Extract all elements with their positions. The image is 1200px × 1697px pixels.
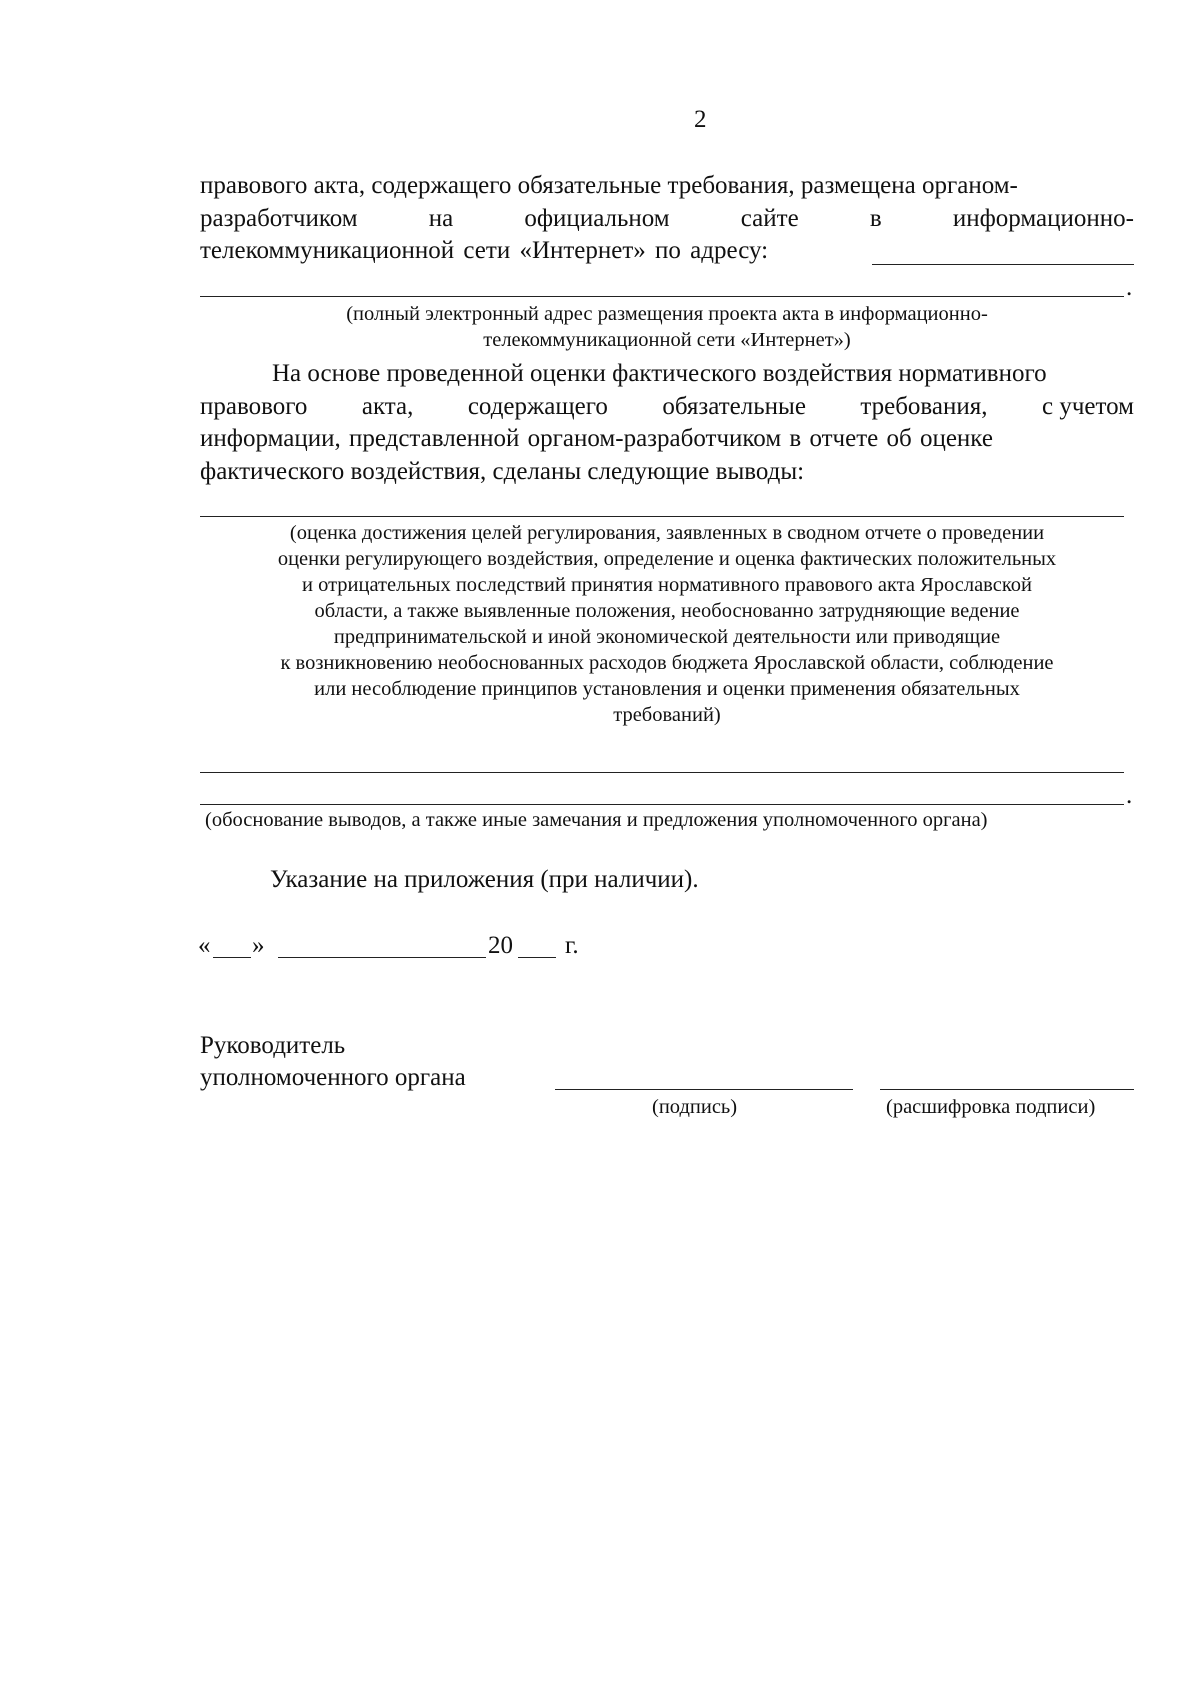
justification-blank-line-2 — [200, 804, 1124, 805]
evaluation-hint-line: (оценка достижения целей регулирования, заявленных в сводном отчете о проведении — [289, 522, 1045, 544]
evaluation-hint-line: оценки регулирующего воздействия, определение и оценка фактических положительных — [277, 548, 1057, 570]
justification-hint: (обоснование выводов, а также иные замечания и предложения уполномоченного органа) — [205, 809, 988, 831]
evaluation-hint-line: к возникновению необоснованных расходов бюджета Ярославской области, соблюдение — [280, 652, 1054, 674]
date-year-blank — [518, 957, 556, 958]
intro-line-1: правового акта, содержащего обязательные требования, размещена органом- — [200, 172, 1018, 199]
address-hint-line-1: (полный электронный адрес размещения проекта акта в информационно- — [346, 303, 988, 325]
evaluation-hint-line: и отрицательных последствий принятия нормативного правового акта Ярославской — [302, 574, 1032, 596]
address-blank-line-2 — [200, 296, 1124, 297]
intro-word: официальном — [524, 205, 670, 232]
intro-word: информационно- — [952, 205, 1134, 232]
conclusions-word: обязательные — [662, 393, 806, 420]
evaluation-hint-line: или несоблюдение принципов установления и оценки применения обязательных — [314, 678, 1020, 700]
conclusions-line-2 — [200, 391, 1134, 423]
conclusions-word: содержащего — [467, 393, 608, 420]
conclusions-line-3: информации, представленной органом-разработчиком в отчете об оценке — [200, 425, 993, 452]
date-open-quote: « — [198, 932, 211, 959]
date-month-blank — [278, 957, 486, 958]
date-year-suffix: г. — [565, 932, 579, 959]
address-blank-line-1 — [872, 264, 1134, 265]
intro-word: разработчиком — [200, 205, 358, 232]
evaluation-hint — [186, 520, 1148, 728]
evaluation-hint-line: требований) — [613, 704, 721, 726]
conclusions-blank-line — [200, 516, 1124, 517]
conclusions-word: требования, — [860, 393, 988, 420]
intro-line-2 — [200, 203, 1134, 235]
intro-line-3: телекоммуникационной сети «Интернет» по адресу: — [200, 237, 769, 264]
justification-end-period: . — [1126, 782, 1133, 809]
page-number: 2 — [694, 106, 707, 133]
address-hint — [200, 301, 1134, 353]
justification-blank-line-1 — [200, 772, 1124, 773]
address-hint-line-2: телекоммуникационной сети «Интернет») — [483, 329, 851, 351]
conclusions-word: акта, — [361, 393, 414, 420]
conclusions-word: правового — [200, 393, 308, 420]
intro-word: сайте — [740, 205, 799, 232]
date-year-prefix: 20 — [488, 932, 513, 959]
intro-word: на — [428, 205, 454, 232]
conclusions-line-1: На основе проведенной оценки фактического воздействия нормативного — [272, 360, 1047, 387]
date-day-blank — [213, 957, 251, 958]
address-end-period: . — [1126, 274, 1133, 301]
signatory-title-line-2: уполномоченного органа — [200, 1064, 466, 1091]
signature-caption: (подпись) — [652, 1096, 738, 1118]
signature-decoding-caption: (расшифровка подписи) — [886, 1096, 1096, 1118]
evaluation-hint-line: области, а также выявленные положения, необоснованно затрудняющие ведение — [314, 600, 1020, 622]
intro-word: в — [869, 205, 882, 232]
date-close-quote: » — [252, 932, 265, 959]
conclusions-line-4: фактического воздействия, сделаны следующие выводы: — [200, 458, 805, 485]
signatory-title-line-1: Руководитель — [200, 1032, 346, 1059]
signature-decoding-blank-line — [880, 1089, 1134, 1090]
signature-blank-line — [555, 1089, 853, 1090]
conclusions-word: с учетом — [1041, 393, 1134, 420]
evaluation-hint-line: предпринимательской и иной экономической деятельности или приводящие — [333, 626, 1001, 648]
attachments-note: Указание на приложения (при наличии). — [270, 866, 699, 893]
